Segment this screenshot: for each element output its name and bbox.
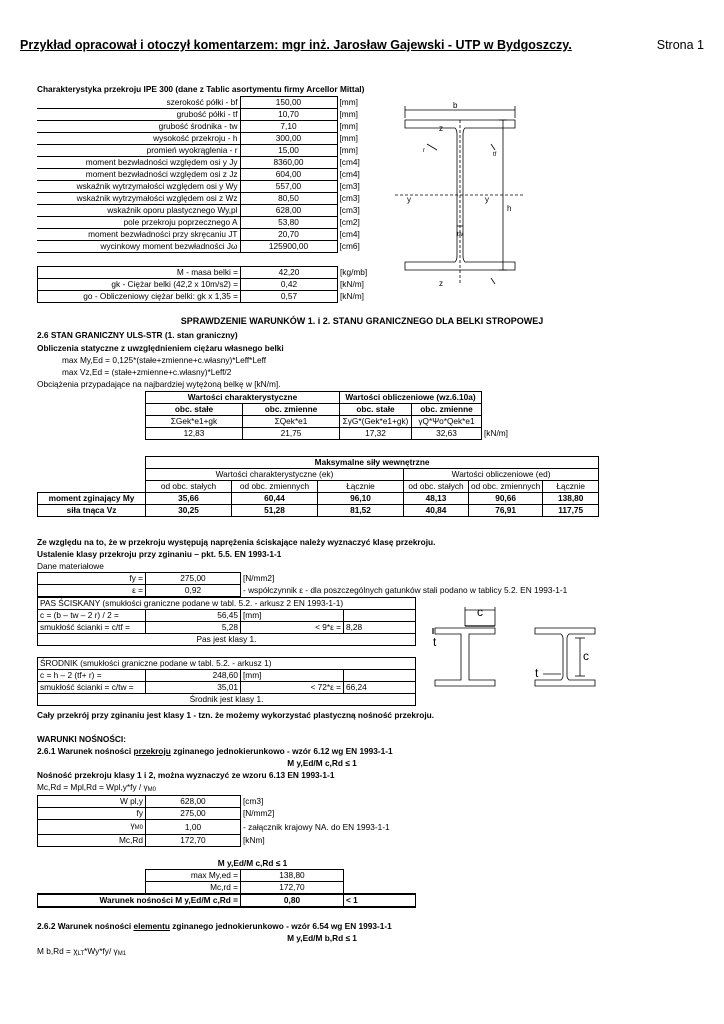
table-cell: obc. stałe — [146, 404, 243, 416]
subtitle-static: Obliczenia statyczne z uwzględnieniem ciężaru własnego belki — [37, 343, 284, 353]
table-row — [38, 267, 383, 279]
mbrd-formula-sub2: M1 — [117, 951, 127, 957]
table-row — [37, 157, 382, 169]
table-cell: grubość środnika - tw — [37, 121, 240, 133]
table-cell — [38, 481, 146, 493]
fig1-label-h: h — [507, 204, 512, 213]
mcrd-formula — [37, 781, 156, 796]
mass-table — [37, 266, 383, 303]
table-cell: [kNm] — [243, 835, 265, 845]
formula-shear: max Vz,Ed = (stałe+zmienne+c.własny)*Leff/2 — [62, 367, 232, 377]
table-cell: [cm2] — [337, 217, 382, 229]
table-cell: 628,00 — [240, 205, 337, 217]
loads-intro: Obciążenia przypadające na najbardziej wytężoną belkę w [kN/m]. — [37, 379, 281, 389]
table-cell: ΣγG*(Gek*e1+gk) — [340, 416, 412, 428]
table-cell: gk - Ciężar belki (42,2 x 10m/s2) = — [38, 279, 241, 291]
table-cell: Wartości charakterystyczne (ek) — [146, 469, 404, 481]
table-row — [37, 145, 382, 157]
table-cell: 138,80 — [241, 870, 344, 882]
table-cell: 76,91 — [469, 505, 543, 517]
table-cell: 10,70 — [240, 109, 337, 121]
table-cell: [cm3] — [337, 193, 382, 205]
condition-262-title — [37, 920, 392, 932]
table-row — [37, 97, 382, 109]
table-row — [37, 121, 382, 133]
table-cell: Łącznie — [543, 481, 599, 493]
table-cell: - załącznik krajowy NA. do EN 1993-1-1 — [243, 821, 390, 832]
ibeam-flange-web-figure — [425, 604, 605, 694]
fig1-label-z-bottom: z — [439, 279, 443, 288]
table-row — [38, 682, 416, 694]
table-cell: 32,63 — [412, 428, 482, 440]
fig1-label-z-top: z — [439, 124, 443, 133]
table-cell: 8360,00 — [240, 157, 337, 169]
table-row — [37, 133, 382, 145]
table-cell — [344, 610, 416, 622]
table-cell: 300,00 — [240, 133, 337, 145]
table-row — [38, 279, 383, 291]
table-cell: [N/mm2] — [241, 573, 570, 585]
table-cell: 172,70 — [146, 835, 241, 847]
table-cell: 17,32 — [340, 428, 412, 440]
table-row — [38, 658, 416, 670]
conditions-title: WARUNKI NOŚNOŚCI: — [37, 734, 126, 744]
condition-3-formula: M y,Ed/M b,Rd ≤ 1 — [287, 933, 357, 943]
table-cell: 12,83 — [146, 428, 243, 440]
table-row — [38, 493, 599, 505]
table-row — [146, 428, 510, 440]
table-cell: Wartości charakterystyczne — [146, 392, 340, 404]
table-cell: [kN/m] — [340, 291, 364, 301]
section-title-properties: Charakterystyka przekroju IPE 300 (dane z Tablic asortymentu firmy Arcellor Mittal) — [37, 84, 365, 94]
table-cell: [cm4] — [337, 157, 382, 169]
fig2-label-t1: t — [433, 635, 437, 649]
table-row — [146, 416, 510, 428]
table-cell: W pl,y — [38, 796, 146, 808]
table-row — [38, 694, 416, 706]
table-cell: 96,10 — [318, 493, 404, 505]
table-cell: wycinkowy moment bezwładności Jω — [37, 241, 240, 253]
table-cell: PAS ŚCISKANY (smukłości graniczne podane w tabl. 5.2. - arkusz 2 EN 1993-1-1) — [38, 598, 416, 610]
table-cell: 30,25 — [146, 505, 232, 517]
page-header-title: Przykład opracował i otoczył komentarzem: mgr inż. Jarosław Gajewski - UTP w Bydgoszczy. — [20, 38, 572, 52]
class-intro-1: Ze względu na to, że w przekroju występują naprężenia ściskające należy wyznaczyć klasę przekroju. — [37, 537, 436, 547]
table-cell: moment bezwładności względem osi z Jz — [37, 169, 240, 181]
table-cell: 628,00 — [146, 796, 241, 808]
table-cell: obc. zmienne — [412, 404, 482, 416]
gamma-symbol: γ — [130, 820, 135, 830]
table-row — [38, 882, 416, 895]
table-cell: 60,44 — [232, 493, 318, 505]
table-cell: [kg/mb] — [340, 267, 368, 277]
table-row — [38, 505, 599, 517]
table-cell: 20,70 — [240, 229, 337, 241]
table-row — [38, 796, 393, 808]
table-row — [37, 217, 382, 229]
table-cell: smukłość ścianki = c/tf = — [38, 622, 146, 634]
condition-262-post: zginanego jednokierunkowo - wzór 6.54 wg EN 1993-1-1 — [169, 921, 392, 931]
table-cell: fy = — [38, 573, 146, 585]
table-cell: < 1 — [344, 894, 416, 907]
fig2-label-t2: t — [535, 666, 539, 680]
table-cell: [cm4] — [337, 229, 382, 241]
table-cell: [kN/m] — [484, 428, 508, 438]
table-cell: [mm] — [337, 121, 382, 133]
materials-table — [37, 572, 569, 597]
properties-table — [37, 96, 382, 253]
table-cell: 51,28 — [232, 505, 318, 517]
table-row — [38, 820, 393, 835]
table-cell: c = h – 2 (tf+ r) = — [38, 670, 146, 682]
table-row — [37, 229, 382, 241]
table-cell: - współczynnik ε - dla poszczególnych gatunków stali podano w tablicy 5.2. EN 1993-1-1 — [243, 585, 568, 595]
table-cell: 125900,00 — [240, 241, 337, 253]
table-cell: ε = — [38, 585, 146, 597]
table-cell: od obc. stałych — [404, 481, 469, 493]
table-cell: 172,70 — [241, 882, 344, 895]
table-cell: < 9*ε = — [241, 622, 344, 634]
table-cell: od obc. zmiennych — [232, 481, 318, 493]
table-row — [37, 181, 382, 193]
check-table — [37, 869, 416, 908]
table-cell — [38, 469, 146, 481]
table-row — [38, 481, 599, 493]
table-cell: obc. stałe — [340, 404, 412, 416]
materials-label: Dane materiałowe — [37, 561, 104, 571]
table-cell: moment bezwładności przy skręcaniu JT — [37, 229, 240, 241]
table-cell: 150,00 — [240, 97, 337, 109]
mbrd-formula — [37, 945, 126, 960]
table-cell: 275,00 — [146, 573, 241, 585]
mbrd-formula-sub1: LT — [77, 951, 85, 957]
condition-261-title — [37, 745, 393, 757]
condition-262-pre: 2.6.2 Warunek nośności — [37, 921, 134, 931]
table-cell: γQ*Ψo*Qek*e1 — [412, 416, 482, 428]
class12-note: Nośność przekroju klasy 1 i 2, można wyznaczyć ze wzoru 6.13 EN 1993-1-1 — [37, 770, 335, 780]
table-cell: [mm] — [337, 97, 382, 109]
table-cell: [mm] — [337, 109, 382, 121]
table-cell: 40,84 — [404, 505, 469, 517]
table-cell: 80,50 — [240, 193, 337, 205]
table-cell: [cm3] — [337, 181, 382, 193]
table-cell — [344, 670, 416, 682]
table-cell: Mc,rd = — [146, 882, 241, 895]
table-cell: [kN/m] — [340, 279, 364, 289]
mcrd-formula-sub: M0 — [147, 787, 156, 793]
table-cell: 248,60 — [146, 670, 241, 682]
table-cell: Łącznie — [318, 481, 404, 493]
table-cell: Wartości obliczeniowe (wz.6.10a) — [340, 392, 482, 404]
table-cell: [mm] — [241, 670, 344, 682]
table-cell: c = (b – tw – 2 r) / 2 = — [38, 610, 146, 622]
table-cell: [mm] — [337, 133, 382, 145]
table-cell: [mm] — [337, 145, 382, 157]
table-cell — [38, 457, 146, 469]
table-cell — [38, 870, 146, 882]
table-row — [146, 392, 510, 404]
table-cell: siła tnąca Vz — [38, 505, 146, 517]
table-cell: 15,00 — [240, 145, 337, 157]
table-row — [37, 205, 382, 217]
web-table — [37, 657, 416, 706]
fig2-label-c2: c — [583, 649, 589, 663]
table-cell: [mm] — [241, 610, 344, 622]
table-cell: wskaźnik wytrzymałości względem osi y Wy — [37, 181, 240, 193]
table-row — [38, 291, 383, 303]
table-cell: 557,00 — [240, 181, 337, 193]
table-cell: [cm3] — [243, 796, 264, 806]
table-cell: 604,00 — [240, 169, 337, 181]
table-row — [37, 109, 382, 121]
fig1-label-tf: tf — [493, 152, 497, 158]
table-row — [38, 610, 416, 622]
table-row — [38, 870, 416, 882]
table-cell: moment bezwładności względem osi y Jy — [37, 157, 240, 169]
table-cell — [344, 882, 416, 895]
ibeam-cross-section-figure — [395, 98, 540, 298]
table-cell: 7,10 — [240, 121, 337, 133]
forces-table — [37, 456, 599, 517]
table-cell: 1,00 — [146, 820, 241, 835]
table-cell: 275,00 — [146, 808, 241, 820]
table-cell: szerokość półki - bf — [37, 97, 240, 109]
fig1-label-r: r — [423, 148, 425, 154]
table-cell: [N/mm2] — [243, 808, 275, 818]
table-cell: Warunek nośności M y,Ed/M c,Rd = — [38, 894, 241, 907]
table-cell: [cm3] — [337, 205, 382, 217]
table-row — [38, 622, 416, 634]
table-cell: 5,28 — [146, 622, 241, 634]
table-cell: M - masa belki = — [38, 267, 241, 279]
table-cell: 138,80 — [543, 493, 599, 505]
condition-261-pre: 2.6.1 Warunek nośności — [37, 746, 134, 756]
table-row — [146, 404, 510, 416]
condition-261-underlined: przekroju — [133, 746, 171, 756]
table-row — [38, 457, 599, 469]
table-row — [38, 835, 393, 847]
table-cell: go - Obliczeniowy ciężar belki: gk x 1,35 = — [38, 291, 241, 303]
table-cell: Wartości obliczeniowe (ed) — [404, 469, 599, 481]
table-cell — [38, 820, 146, 835]
formula-moment: max My,Ed = 0,125*(stałe+zmienne+c.własny)*Leff*Leff — [62, 355, 267, 365]
table-cell: smukłość ścianki = c/tw = — [38, 682, 146, 694]
condition-261-post: zginanego jednokierunkowo - wzór 6.12 wg EN 1993-1-1 — [170, 746, 393, 756]
table-cell: promień wyokrąglenia - r — [37, 145, 240, 157]
table-row — [37, 169, 382, 181]
mcrd-formula-main: Mc,Rd = Mpl,Rd = Wpl,y*fy / γ — [37, 782, 148, 792]
table-row — [38, 598, 416, 610]
table-cell: 56,45 — [146, 610, 241, 622]
table-cell: fy — [38, 808, 146, 820]
table-cell: wskaźnik oporu plastycznego Wy,pl — [37, 205, 240, 217]
table-cell: Pas jest klasy 1. — [38, 634, 416, 646]
table-cell: 66,24 — [344, 682, 416, 694]
table-row — [38, 585, 570, 597]
table-cell: max My,ed = — [146, 870, 241, 882]
table-cell: 0,57 — [241, 291, 338, 303]
fig1-label-b: b — [453, 101, 458, 110]
table-cell: < 72*ε = — [241, 682, 344, 694]
table-cell: moment zginający My — [38, 493, 146, 505]
fig2-label-c1: c — [477, 605, 483, 619]
table-cell: wskaźnik wytrzymałości względem osi z Wz — [37, 193, 240, 205]
fig1-label-y-left: y — [407, 195, 411, 204]
table-row — [37, 193, 382, 205]
table-cell: ŚRODNIK (smukłości graniczne podane w tabl. 5.2. - arkusz 1) — [38, 658, 416, 670]
table-cell: Środnik jest klasy 1. — [38, 694, 416, 706]
table-row — [38, 573, 570, 585]
table-cell: 53,80 — [240, 217, 337, 229]
table-cell: 81,52 — [318, 505, 404, 517]
table-cell: 90,66 — [469, 493, 543, 505]
fig1-label-tw: tw — [457, 232, 463, 238]
table-cell: ΣGek*e1+gk — [146, 416, 243, 428]
table-row — [38, 670, 416, 682]
mcrd-table — [37, 795, 393, 847]
table-cell: 48,13 — [404, 493, 469, 505]
table-cell: od obc. stałych — [146, 481, 232, 493]
table-row — [37, 241, 382, 253]
mbrd-formula-b: *Wy*fy/ γ — [84, 946, 118, 956]
table-row — [38, 469, 599, 481]
table-cell: grubość półki - tf — [37, 109, 240, 121]
class-conclusion: Cały przekrój przy zginaniu jest klasy 1 - tzn. że możemy wykorzystać plastyczną nośność przekroju. — [37, 710, 434, 720]
mbrd-formula-a: M b,Rd = χ — [37, 946, 78, 956]
condition-262-underlined: elementu — [133, 921, 170, 931]
table-cell: 0,80 — [241, 894, 344, 907]
table-cell: 8,28 — [344, 622, 416, 634]
table-cell — [38, 882, 146, 895]
loads-table — [145, 391, 510, 440]
table-cell: 42,20 — [241, 267, 338, 279]
condition-2-formula: M y,Ed/M c,Rd ≤ 1 — [217, 858, 288, 868]
condition-1-formula: M y,Ed/M c,Rd ≤ 1 — [287, 758, 357, 768]
table-row — [38, 634, 416, 646]
table-cell: obc. zmienne — [243, 404, 340, 416]
table-cell: 117,75 — [543, 505, 599, 517]
class-intro-2: Ustalenie klasy przekroju przy zginaniu – pkt. 5.5. EN 1993-1-1 — [37, 549, 282, 559]
table-cell: 0,42 — [241, 279, 338, 291]
table-cell: wysokość przekroju - h — [37, 133, 240, 145]
table-cell: Maksymalne siły wewnętrzne — [146, 457, 599, 469]
table-row — [38, 894, 416, 907]
table-cell: Mc,Rd — [38, 835, 146, 847]
table-cell: [cm6] — [337, 241, 382, 253]
subtitle-uls: 2.6 STAN GRANICZNY ULS-STR (1. stan graniczny) — [37, 330, 238, 340]
page-number: Strona 1 — [656, 38, 704, 52]
table-cell: 35,66 — [146, 493, 232, 505]
table-cell — [344, 870, 416, 882]
gamma-subscript: M0 — [134, 825, 143, 831]
table-cell: 35,01 — [146, 682, 241, 694]
table-cell: od obc. zmiennych — [469, 481, 543, 493]
fig1-label-y-right: y — [485, 195, 489, 204]
table-cell: [cm4] — [337, 169, 382, 181]
flange-table — [37, 597, 416, 646]
section-title-checks: SPRAWDZENIE WARUNKÓW 1. i 2. STANU GRANICZNEGO DLA BELKI STROPOWEJ — [180, 316, 544, 326]
table-row — [38, 808, 393, 820]
table-cell: pole przekroju poprzecznego A — [37, 217, 240, 229]
table-cell: 21,75 — [243, 428, 340, 440]
table-cell: ΣQek*e1 — [243, 416, 340, 428]
table-cell: 0,92 — [146, 585, 241, 597]
